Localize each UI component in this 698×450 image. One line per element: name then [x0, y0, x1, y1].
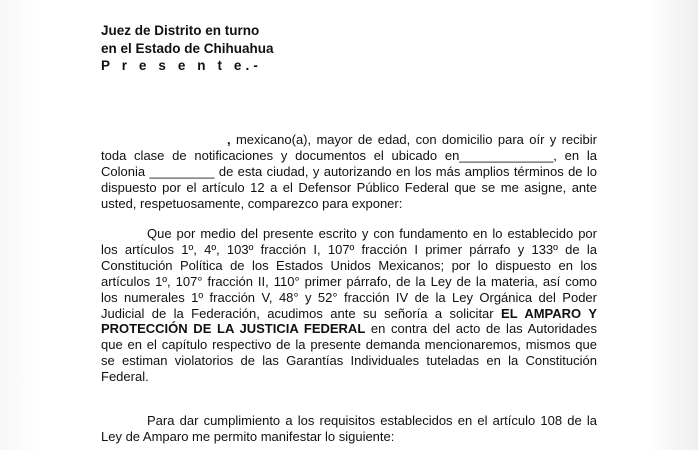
addressee-line-judge: Juez de Distrito en turno [101, 23, 260, 38]
request-text-before: Que por medio del presente escrito y con fundamento en lo establecido por los artículos 1º, 4º, 103º fracción I, 107º fracción I primer párrafo y 133º de la Constitución Política de los Estados Unidos Mexicanos; por lo dispuesto en los artículos 1º, 107° fracción II, 110° primer párrafo, de la Ley de la materia, así como los numerales 1º fracción V, 48° y 52° fracción IV de la Ley Orgánica del Poder Judicial de la Federación, acudimos ante su señoría a solicitar [101, 226, 597, 321]
addressee-line-state: en el Estado de Chihuahua [101, 40, 274, 56]
paragraph-requirements [101, 413, 597, 445]
request-bold-amparo: EL AMPARO Y PROTECCIÓN DE LA JUSTICIA FEDERAL [101, 305, 597, 337]
paragraph-request [101, 226, 597, 385]
name-blank-comma: , [227, 132, 231, 147]
introduction-text: mexicano(a), mayor de edad, con domicilio para oír y recibir toda clase de notificaciones y documentos el ubicado en_____________, en la Colonia _________ de esta ciudad, y autorizando en los más amplios términos de lo dispuesto por el artículo 12 a el Defensor Público Federal que se me asigne, ante usted, respetuosamente, comparezco para exponer: [101, 132, 597, 211]
addressee-line-presente: P r e s e n t e.- [101, 58, 262, 73]
paragraph-introduction [101, 132, 597, 212]
addressee-block [101, 22, 274, 75]
request-text-after: en contra del acto de las Autoridades que en el capítulo respectivo de la presente demanda mencionaremos, mismos que se estiman violatorios de las Garantías Individuales tuteladas en la Constitución Federal. [101, 321, 597, 385]
requirements-text: Para dar cumplimiento a los requisitos establecidos en el artículo 108 de la Ley de Amparo me permito manifestar lo siguiente: [101, 413, 597, 444]
